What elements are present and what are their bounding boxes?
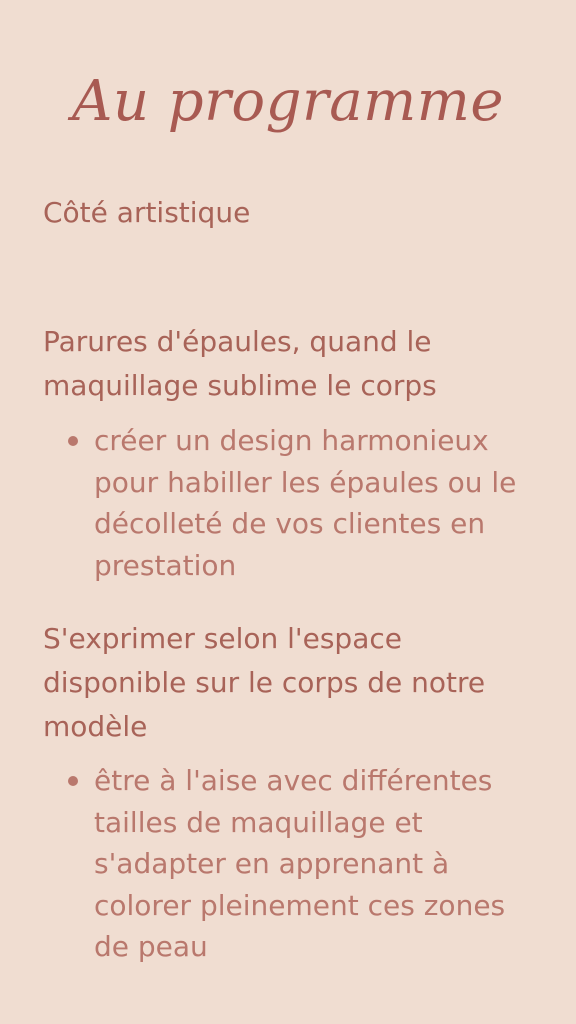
bullet-text-shoulders: créer un design harmonieux pour habiller les épaules ou le décolleté de vos clientes en prestation — [94, 424, 517, 582]
page-title: Au programme — [72, 69, 504, 134]
section-heading-shoulders: Parures d'épaules, quand le maquillage sublime le corps — [43, 325, 437, 402]
bullet-text-space: être à l'aise avec différentes tailles de maquillage et s'adapter en apprenant à colorer pleinement ces zones de peau — [94, 764, 506, 963]
section-heading-space: S'exprimer selon l'espace disponible sur le corps de notre modèle — [43, 622, 486, 743]
section-subtitle: Côté artistique — [43, 196, 251, 229]
bullet-dot-icon — [68, 436, 78, 446]
bullet-dot-icon — [68, 776, 78, 786]
